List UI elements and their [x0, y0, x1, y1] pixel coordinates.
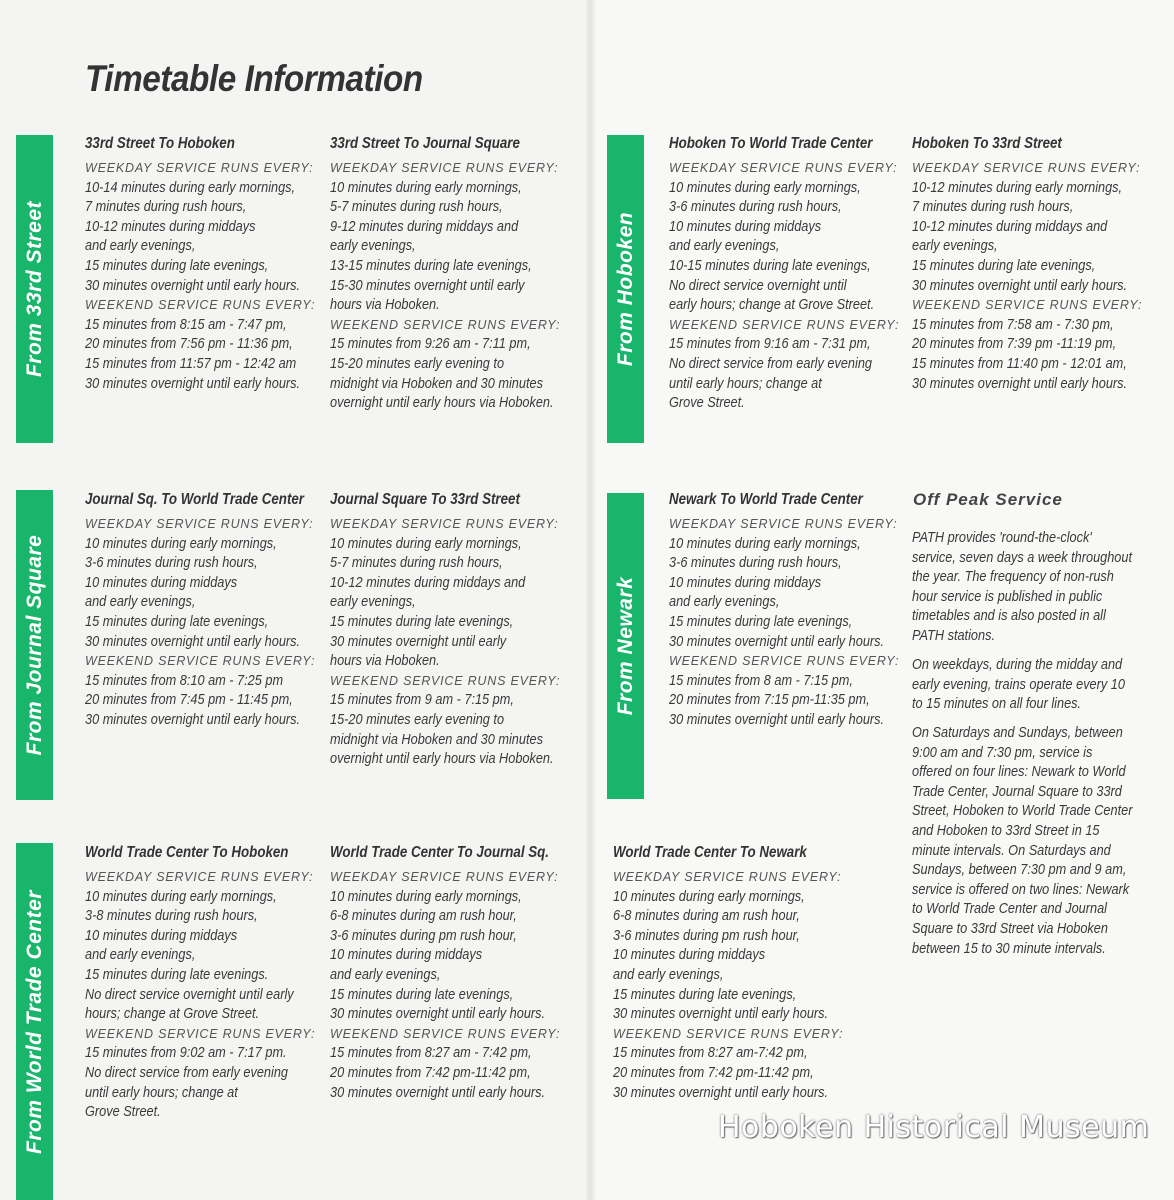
schedule-line: 3-6 minutes during rush hours, [85, 555, 258, 572]
off-peak-line: Trade Center, Journal Square to 33rd [912, 783, 1122, 800]
service-label: WEEKDAY SERVICE RUNS EVERY: [85, 517, 314, 531]
schedule-line: 30 minutes overnight until early hours. [85, 711, 301, 728]
schedule-line: 10 minutes during middays [613, 947, 766, 964]
tab-label: From Newark [613, 576, 637, 716]
off-peak-line: to World Trade Center and Journal [912, 901, 1107, 918]
service-label: WEEKDAY SERVICE RUNS EVERY: [330, 161, 559, 175]
schedule-line: 15 minutes during late evenings. [85, 966, 269, 983]
off-peak-title: Off Peak Service [913, 490, 1063, 509]
schedule-line: 15 minutes during late evenings, [85, 613, 269, 630]
schedule-line: 15 minutes from 8 am - 7:15 pm, [669, 672, 853, 689]
off-peak-line: On weekdays, during the midday and [912, 657, 1123, 673]
schedule-line: 10 minutes during early mornings, [613, 888, 805, 905]
schedule-line: 30 minutes overnight until early hours. [613, 1006, 829, 1023]
page-title: Timetable Information [85, 58, 423, 99]
schedule-line: and early evenings, [85, 594, 196, 611]
schedule-line: and early evenings, [330, 966, 441, 983]
schedule-line: early hours; change at Grove Street. [669, 297, 875, 314]
off-peak-line: On Saturdays and Sundays, between [912, 725, 1123, 741]
schedule-line: 10-12 minutes during middays and [330, 574, 526, 591]
schedule-line: 10 minutes during early mornings, [85, 535, 277, 552]
schedule-line: 15 minutes from 9:16 am - 7:31 pm, [669, 336, 871, 353]
off-peak-line: service, seven days a week throughout [912, 549, 1132, 566]
route-title: 33rd Street To Hoboken [85, 135, 235, 152]
schedule-line: 15 minutes during late evenings, [669, 613, 853, 630]
schedule-line: 15 minutes from 11:57 pm - 12:42 am [85, 355, 297, 372]
tab-from-33rd-street [16, 135, 53, 443]
service-label: WEEKEND SERVICE RUNS EVERY: [669, 317, 900, 332]
schedule-line: hours via Hoboken. [330, 653, 440, 670]
route-title: Hoboken To World Trade Center [669, 135, 873, 152]
schedule-line: 15-30 minutes overnight until early [330, 277, 525, 294]
route-newark-to-wtc [669, 491, 901, 731]
schedule-line: 3-6 minutes during rush hours, [669, 555, 842, 572]
schedule-line: and early evenings, [613, 966, 724, 983]
schedule-line: overnight until early hours via Hoboken. [330, 395, 554, 412]
schedule-line: early evenings, [330, 238, 416, 255]
schedule-line: 5-7 minutes during rush hours, [330, 555, 503, 572]
schedule-line: 15 minutes from 8:27 am-7:42 pm, [613, 1045, 808, 1062]
schedule-line: 20 minutes from 7:42 pm-11:42 pm, [613, 1064, 814, 1081]
route-title: World Trade Center To Hoboken [85, 844, 289, 861]
route-wtc-to-newark [613, 844, 845, 1103]
schedule-line: 7 minutes during rush hours, [85, 199, 247, 216]
service-label: WEEKDAY SERVICE RUNS EVERY: [912, 161, 1141, 175]
route-title: Newark To World Trade Center [669, 491, 863, 508]
service-label: WEEKEND SERVICE RUNS EVERY: [85, 298, 316, 313]
schedule-line: 15 minutes during late evenings, [85, 257, 269, 274]
service-label: WEEKEND SERVICE RUNS EVERY: [669, 654, 900, 669]
route-title: 33rd Street To Journal Square [330, 135, 520, 152]
schedule-line: 15 minutes during late evenings, [330, 613, 514, 630]
schedule-line: 10 minutes during early mornings, [85, 888, 277, 905]
off-peak-paragraph [912, 529, 1144, 647]
schedule-line: 15 minutes from 9:26 am - 7:11 pm, [330, 336, 531, 353]
schedule-line: 15 minutes during late evenings, [330, 986, 514, 1003]
museum-watermark: Hoboken Historical Museum [718, 1110, 1150, 1145]
schedule-line: and early evenings, [85, 238, 196, 255]
schedule-line: 30 minutes overnight until early [330, 633, 507, 650]
schedule-line: 10 minutes during middays [85, 927, 238, 944]
schedule-line: 15-20 minutes early evening to [330, 355, 505, 372]
off-peak-line: service is offered on two lines: Newark [912, 881, 1130, 898]
route-title: World Trade Center To Newark [613, 844, 807, 861]
schedule-line: 30 minutes overnight until early hours. [912, 375, 1128, 392]
route-hoboken-to-wtc [669, 135, 901, 414]
service-label: WEEKDAY SERVICE RUNS EVERY: [330, 517, 559, 531]
schedule-line: 3-6 minutes during pm rush hour, [330, 927, 517, 944]
off-peak-line: the year. The frequency of non-rush [912, 569, 1114, 586]
schedule-line: and early evenings, [85, 947, 196, 964]
schedule-line: 10 minutes during early mornings, [330, 179, 522, 196]
schedule-line: 13-15 minutes during late evenings, [330, 257, 532, 274]
route-title: Journal Sq. To World Trade Center [85, 491, 304, 508]
service-label: WEEKDAY SERVICE RUNS EVERY: [669, 161, 898, 175]
schedule-line: 10 minutes during middays [85, 574, 238, 591]
schedule-line: No direct service from early evening [669, 355, 872, 372]
tab-label: From 33rd Street [22, 200, 46, 378]
off-peak-line: and Hoboken to 33rd Street in 15 [912, 822, 1100, 839]
service-label: WEEKDAY SERVICE RUNS EVERY: [85, 870, 314, 884]
schedule-line: 10 minutes during early mornings, [669, 535, 861, 552]
schedule-line: hours via Hoboken. [330, 297, 440, 314]
service-label: WEEKDAY SERVICE RUNS EVERY: [85, 161, 314, 175]
service-label: WEEKDAY SERVICE RUNS EVERY: [330, 870, 559, 884]
tab-label: From World Trade Center [22, 889, 46, 1154]
route-33rd-to-hoboken [85, 135, 317, 394]
schedule-line: 15 minutes from 7:58 am - 7:30 pm, [912, 316, 1114, 333]
service-label: WEEKEND SERVICE RUNS EVERY: [330, 673, 561, 688]
schedule-line: 30 minutes overnight until early hours. [85, 375, 301, 392]
off-peak-line: Street, Hoboken to World Trade Center [912, 803, 1133, 820]
route-title: Journal Square To 33rd Street [330, 491, 520, 508]
schedule-line: 10 minutes during middays [669, 574, 822, 591]
schedule-line: No direct service overnight until early [85, 986, 294, 1003]
service-label: WEEKDAY SERVICE RUNS EVERY: [669, 517, 898, 531]
schedule-line: 10 minutes during early mornings, [669, 179, 861, 196]
schedule-line: 30 minutes overnight until early hours. [669, 633, 885, 650]
schedule-line: 30 minutes overnight until early hours. [330, 1006, 546, 1023]
route-33rd-to-journal-square [330, 135, 562, 414]
off-peak-line: early evening, trains operate every 10 [912, 676, 1125, 693]
schedule-line: 10-12 minutes during early mornings, [912, 179, 1123, 196]
schedule-line: 9-12 minutes during middays and [330, 218, 519, 235]
off-peak-line: timetables and is also posted in all [912, 608, 1106, 625]
schedule-line: 15 minutes during late evenings, [912, 257, 1096, 274]
schedule-line: 15 minutes from 8:27 am - 7:42 pm, [330, 1045, 532, 1062]
off-peak-line: to 15 minutes on all four lines. [912, 696, 1082, 713]
tab-label: From Journal Square [22, 534, 46, 756]
schedule-line: 30 minutes overnight until early hours. [85, 277, 301, 294]
schedule-line: 10 minutes during middays [330, 947, 483, 964]
schedule-line: 30 minutes overnight until early hours. [669, 711, 885, 728]
tab-label: From Hoboken [613, 211, 637, 367]
route-wtc-to-hoboken [85, 844, 317, 1123]
route-title: Hoboken To 33rd Street [912, 135, 1062, 152]
schedule-line: 10-15 minutes during late evenings, [669, 257, 871, 274]
schedule-line: 3-6 minutes during rush hours, [669, 199, 842, 216]
schedule-line: midnight via Hoboken and 30 minutes [330, 731, 543, 748]
route-journal-sq-to-wtc [85, 491, 317, 731]
schedule-line: hours; change at Grove Street. [85, 1006, 260, 1023]
schedule-line: 3-8 minutes during rush hours, [85, 908, 258, 925]
schedule-line: 30 minutes overnight until early hours. [330, 1084, 546, 1101]
off-peak-line: Square to 33rd Street via Hoboken [912, 920, 1108, 937]
schedule-line: 10 minutes during early mornings, [330, 535, 522, 552]
off-peak-line: between 15 to 30 minute intervals. [912, 940, 1106, 957]
off-peak-paragraph [912, 656, 1144, 715]
tab-from-newark [607, 493, 644, 799]
schedule-line: 30 minutes overnight until early hours. [85, 633, 301, 650]
service-label: WEEKEND SERVICE RUNS EVERY: [85, 1026, 316, 1041]
schedule-line: 15 minutes from 8:15 am - 7:47 pm, [85, 316, 287, 333]
schedule-line: 15 minutes from 9 am - 7:15 pm, [330, 692, 514, 709]
schedule-line: and early evenings, [669, 238, 780, 255]
schedule-line: 10-14 minutes during early mornings, [85, 179, 296, 196]
off-peak-line: Sundays, between 7:30 pm and 9 am, [912, 862, 1127, 879]
service-label: WEEKDAY SERVICE RUNS EVERY: [613, 870, 842, 884]
schedule-line: 30 minutes overnight until early hours. [912, 277, 1128, 294]
off-peak-line: PATH provides 'round-the-clock' [912, 530, 1092, 546]
schedule-line: No direct service overnight until [669, 277, 847, 294]
off-peak-line: 9:00 am and 7:30 pm, service is [912, 744, 1093, 761]
schedule-line: early evenings, [330, 594, 416, 611]
page-gutter [586, 0, 596, 1200]
route-title: World Trade Center To Journal Sq. [330, 844, 549, 861]
tab-from-world-trade-center [16, 843, 53, 1200]
schedule-line: 10 minutes during early mornings, [330, 888, 522, 905]
off-peak-line: offered on four lines: Newark to World [912, 764, 1126, 781]
schedule-line: 15 minutes from 9:02 am - 7:17 pm. [85, 1045, 287, 1062]
schedule-line: until early hours; change at [669, 375, 822, 392]
schedule-line: No direct service from early evening [85, 1064, 288, 1081]
off-peak-line: minute intervals. On Saturdays and [912, 842, 1111, 859]
schedule-line: 20 minutes from 7:45 pm - 11:45 pm, [85, 692, 293, 709]
schedule-line: 3-6 minutes during pm rush hour, [613, 927, 800, 944]
schedule-line: 15 minutes during late evenings, [613, 986, 797, 1003]
schedule-line: 20 minutes from 7:15 pm-11:35 pm, [669, 692, 870, 709]
route-hoboken-to-33rd [912, 135, 1144, 394]
schedule-line: 6-8 minutes during am rush hour, [330, 908, 517, 925]
service-label: WEEKEND SERVICE RUNS EVERY: [613, 1026, 844, 1041]
route-journal-sq-to-33rd [330, 491, 562, 770]
schedule-line: early evenings, [912, 238, 998, 255]
schedule-line: 10-12 minutes during middays [85, 218, 256, 235]
schedule-line: 20 minutes from 7:56 pm - 11:36 pm, [85, 336, 293, 353]
schedule-line: 20 minutes from 7:42 pm-11:42 pm, [330, 1064, 531, 1081]
service-label: WEEKEND SERVICE RUNS EVERY: [85, 654, 316, 669]
schedule-line: Grove Street. [85, 1104, 161, 1121]
schedule-line: midnight via Hoboken and 30 minutes [330, 375, 543, 392]
schedule-line: 7 minutes during rush hours, [912, 199, 1074, 216]
schedule-line: and early evenings, [669, 594, 780, 611]
schedule-line: 5-7 minutes during rush hours, [330, 199, 503, 216]
schedule-line: 10 minutes during middays [669, 218, 822, 235]
schedule-line: 15-20 minutes early evening to [330, 711, 505, 728]
schedule-line: 10-12 minutes during middays and [912, 218, 1108, 235]
schedule-line: until early hours; change at [85, 1084, 238, 1101]
off-peak-line: PATH stations. [912, 627, 995, 644]
schedule-line: overnight until early hours via Hoboken. [330, 751, 554, 768]
tab-from-journal-square [16, 490, 53, 800]
schedule-line: Grove Street. [669, 395, 745, 412]
service-label: WEEKEND SERVICE RUNS EVERY: [330, 1026, 561, 1041]
schedule-line: 15 minutes from 8:10 am - 7:25 pm [85, 672, 284, 689]
tab-from-hoboken [607, 135, 644, 443]
service-label: WEEKEND SERVICE RUNS EVERY: [330, 317, 561, 332]
schedule-line: 6-8 minutes during am rush hour, [613, 908, 800, 925]
off-peak-line: hour service is published in public [912, 588, 1103, 605]
route-wtc-to-journal-sq [330, 844, 562, 1103]
schedule-line: 20 minutes from 7:39 pm -11:19 pm, [912, 336, 1117, 353]
schedule-line: 30 minutes overnight until early hours. [613, 1084, 829, 1101]
off-peak-paragraph [912, 724, 1144, 959]
schedule-line: 15 minutes from 11:40 pm - 12:01 am, [912, 355, 1127, 372]
service-label: WEEKEND SERVICE RUNS EVERY: [912, 298, 1143, 313]
